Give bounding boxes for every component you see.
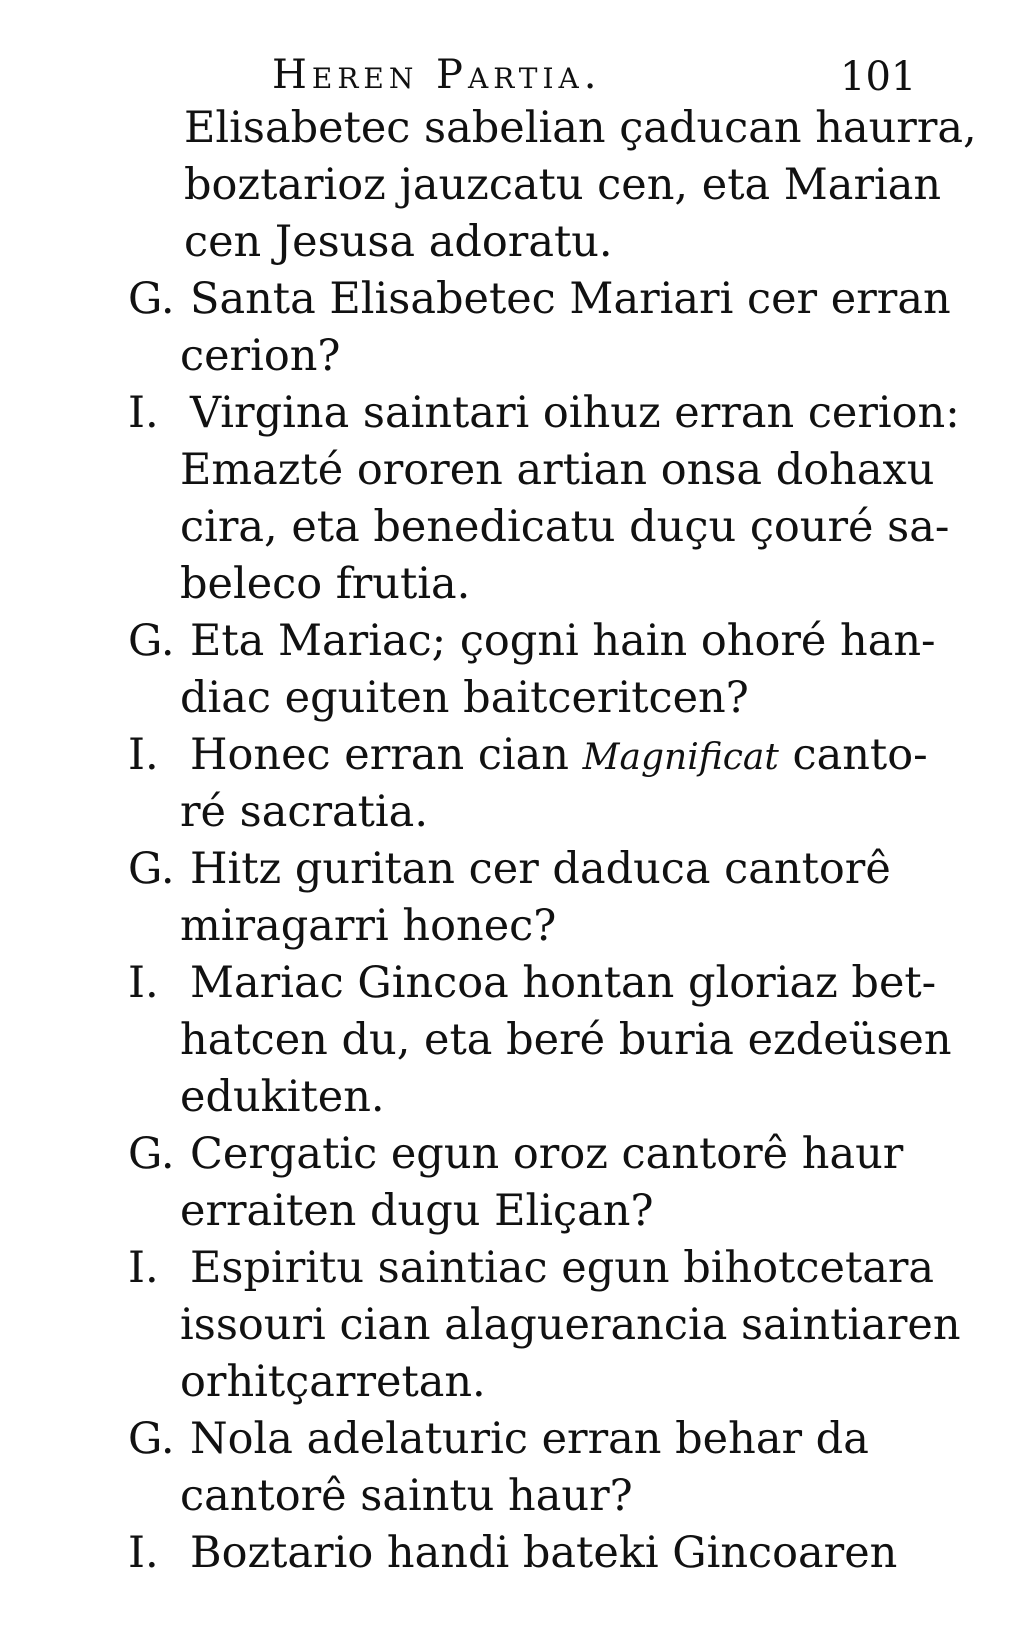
page-number: 101 [840, 54, 917, 100]
speaker-marker: G. [128, 844, 175, 894]
line-text: Elisabetec sabelian çaducan haurra, [184, 103, 977, 153]
text-line [118, 784, 918, 841]
speaker-marker: I. [128, 1243, 159, 1293]
speaker-marker: G. [128, 1129, 175, 1179]
line-text: edukiten. [180, 1072, 385, 1122]
answer-line [118, 955, 937, 1012]
text-line [118, 328, 918, 385]
question-line [118, 1411, 918, 1468]
text-line [118, 499, 950, 556]
text-line [118, 442, 935, 499]
speaker-marker: I. [128, 958, 159, 1008]
speaker-marker: G. [128, 616, 175, 666]
line-text: Virgina saintari oihuz erran cerion: [190, 388, 960, 438]
question-line [118, 613, 936, 670]
text-line [118, 157, 942, 214]
line-text: Cergatic egun oroz cantorê haur [190, 1129, 904, 1179]
text-line [118, 1012, 952, 1069]
line-text: Nola adelaturic erran behar da [190, 1414, 869, 1464]
line-text: Eta Mariac; çogni hain ohoré han- [190, 616, 936, 666]
line-text: cira, eta benedicatu duçu çouré sa- [180, 502, 950, 552]
answer-line [118, 1240, 935, 1297]
line-text-end: canto- [778, 730, 928, 780]
question-line [118, 1126, 918, 1183]
line-text: erraiten dugu Eliçan? [180, 1186, 654, 1236]
line-text: Santa Elisabetec Mariari cer erran [190, 274, 951, 324]
speaker-marker: I. [128, 388, 159, 438]
text-line [118, 556, 918, 613]
line-text [190, 727, 928, 786]
text-line [118, 1354, 918, 1411]
text-line [118, 898, 918, 955]
catechism-text [118, 100, 977, 1582]
text-line [118, 1069, 918, 1126]
question-line [118, 841, 918, 898]
line-text: cantorê saintu haur? [180, 1471, 633, 1521]
line-text: Mariac Gincoa hontan gloriaz bet- [190, 958, 937, 1008]
text-line [118, 1183, 918, 1240]
text-line [118, 1468, 918, 1525]
line-text: orhitçarretan. [180, 1357, 486, 1407]
line-text: cerion? [180, 331, 341, 381]
line-text: boztarioz jauzcatu cen, eta Marian [184, 160, 942, 210]
answer-line [118, 1525, 918, 1582]
text-line [118, 670, 918, 727]
answer-line [118, 727, 928, 784]
line-text: issouri cian alaguerancia saintiaren [180, 1300, 961, 1350]
speaker-marker: I. [128, 730, 159, 780]
line-text: Hitz guritan cer daduca cantorê [190, 844, 891, 894]
line-text: Espiritu saintiac egun bihotcetara [190, 1243, 935, 1293]
line-text: beleco frutia. [180, 559, 471, 609]
line-text: diac eguiten baitceritcen? [180, 673, 749, 723]
question-line [118, 271, 951, 328]
running-title: Heren Partia. [272, 52, 602, 98]
text-line [118, 100, 977, 157]
answer-line [118, 385, 960, 442]
speaker-marker: I. [128, 1528, 159, 1578]
speaker-marker: G. [128, 274, 175, 324]
line-text: cen Jesusa adoratu. [184, 217, 613, 267]
line-text-start: Honec erran cian [190, 730, 583, 780]
line-text: Boztario handi bateki Gincoaren [190, 1528, 898, 1578]
text-line [118, 214, 918, 271]
hymn-title: Magnificat [582, 737, 779, 778]
speaker-marker: G. [128, 1414, 175, 1464]
line-text: miragarri honec? [180, 901, 557, 951]
text-line [118, 1297, 961, 1354]
line-text: Emazté ororen artian onsa dohaxu [180, 445, 935, 495]
line-text: hatcen du, eta beré buria ezdeüsen [180, 1015, 952, 1065]
line-text: ré sacratia. [180, 787, 428, 837]
